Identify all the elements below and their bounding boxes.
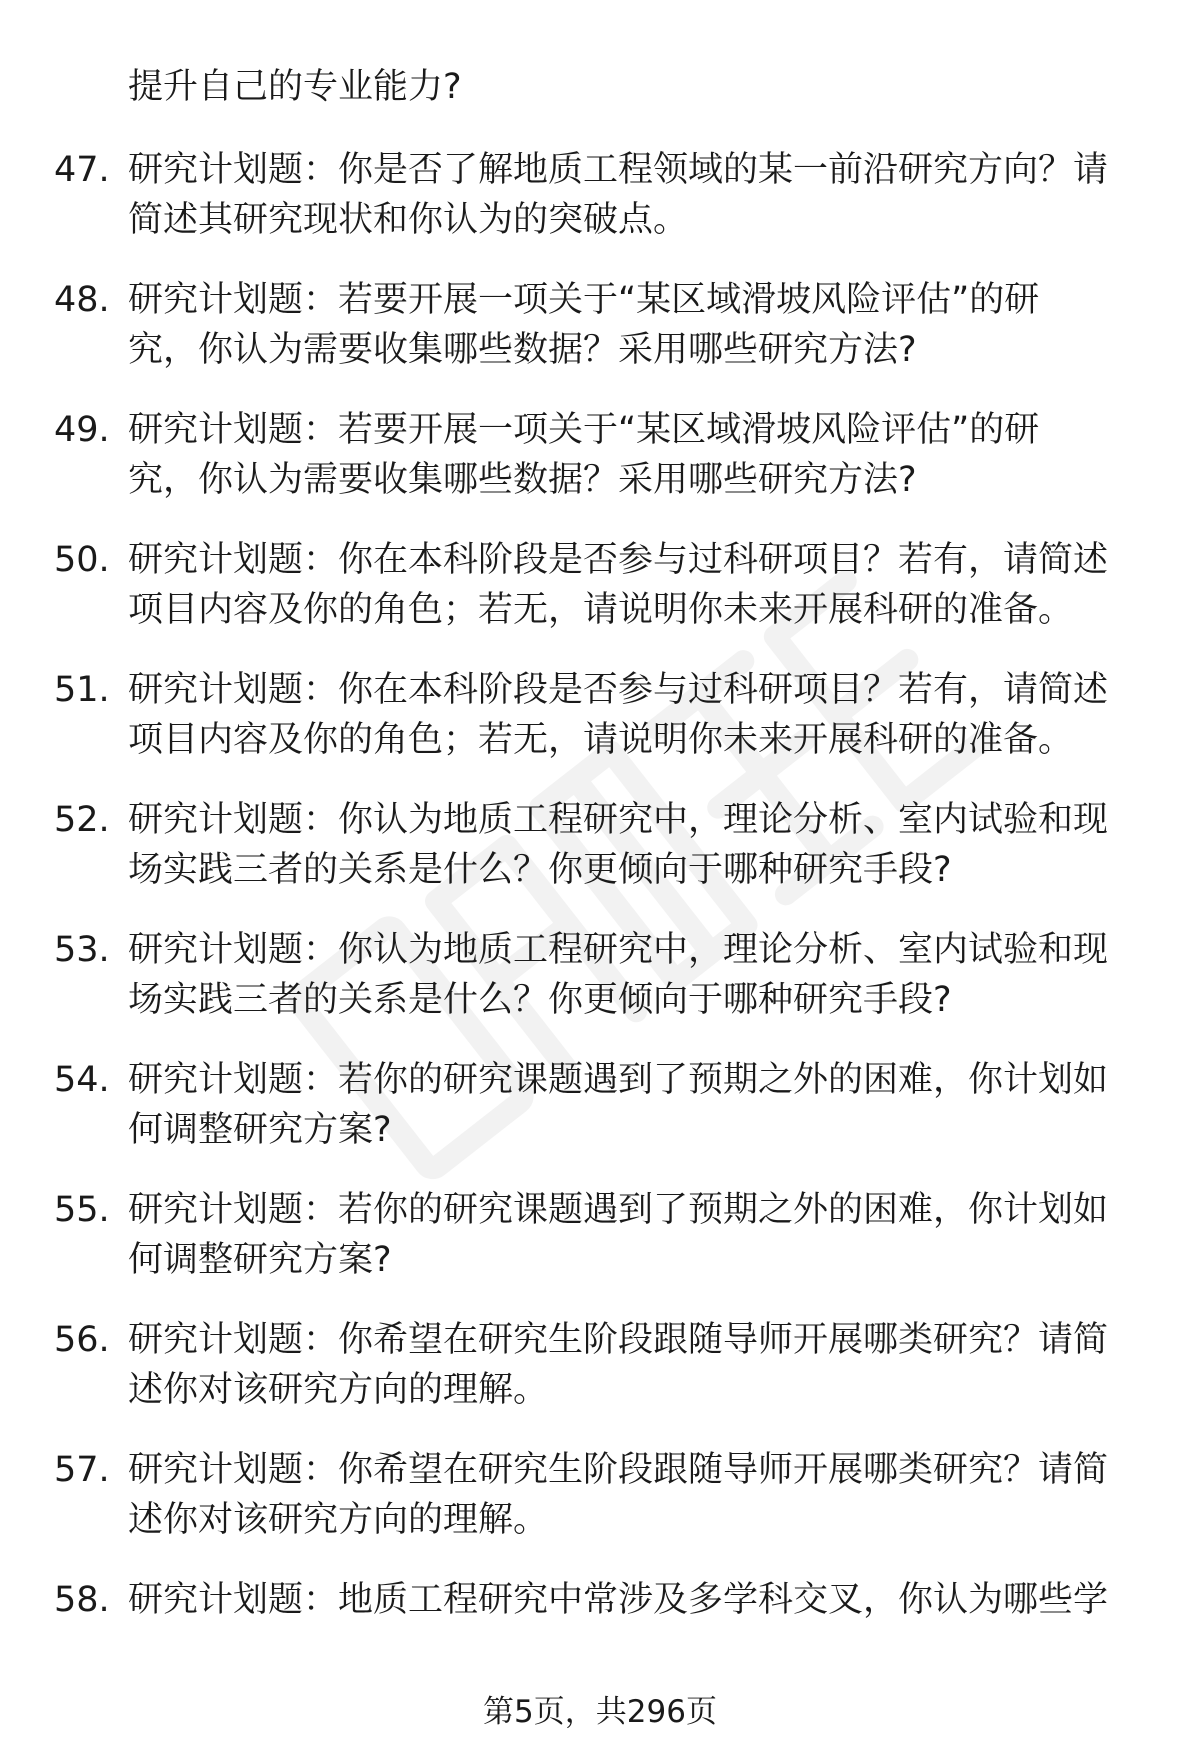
question-text-line: 研究计划题：你希望在研究生阶段跟随导师开展哪类研究？请简 bbox=[128, 1320, 1109, 1360]
question-text bbox=[128, 145, 1138, 245]
question-number: 49. bbox=[54, 410, 110, 450]
question-text-line: 项目内容及你的角色；若无，请说明你未来开展科研的准备。 bbox=[128, 590, 1074, 630]
question-text-line: 述你对该研究方向的理解。 bbox=[128, 1500, 549, 1540]
question-text bbox=[128, 1185, 1138, 1285]
question-item bbox=[0, 1575, 1200, 1705]
question-text-line: 场实践三者的关系是什么？你更倾向于哪种研究手段? bbox=[128, 980, 952, 1020]
question-text bbox=[128, 405, 1138, 505]
question-text-line: 研究计划题：若要开展一项关于“某区域滑坡风险评估”的研 bbox=[128, 410, 1040, 450]
question-text-line: 研究计划题：你是否了解地质工程领域的某一前沿研究方向？请 bbox=[128, 150, 1109, 190]
question-text-line: 研究计划题：若你的研究课题遇到了预期之外的困难，你计划如 bbox=[128, 1060, 1109, 1100]
question-text bbox=[128, 1055, 1138, 1155]
question-text bbox=[128, 1575, 1138, 1625]
question-text-line: 研究计划题：你在本科阶段是否参与过科研项目？若有，请简述 bbox=[128, 540, 1109, 580]
question-item bbox=[0, 795, 1200, 925]
question-text-line: 简述其研究现状和你认为的突破点。 bbox=[128, 200, 689, 240]
question-item bbox=[0, 535, 1200, 665]
question-number: 56. bbox=[54, 1320, 110, 1360]
question-text bbox=[128, 925, 1138, 1025]
question-number: 50. bbox=[54, 540, 110, 580]
question-text bbox=[128, 795, 1138, 895]
question-text-line: 研究计划题：地质工程研究中常涉及多学科交叉，你认为哪些学 bbox=[128, 1580, 1109, 1620]
question-item bbox=[0, 665, 1200, 795]
question-text-line: 述你对该研究方向的理解。 bbox=[128, 1370, 549, 1410]
question-text-line: 研究计划题：你认为地质工程研究中，理论分析、室内试验和现 bbox=[128, 930, 1109, 970]
question-number: 55. bbox=[54, 1190, 110, 1230]
question-text bbox=[128, 1315, 1138, 1415]
question-text-line: 研究计划题：你希望在研究生阶段跟随导师开展哪类研究？请简 bbox=[128, 1450, 1109, 1490]
question-item bbox=[0, 145, 1200, 275]
question-text-line: 研究计划题：你认为地质工程研究中，理论分析、室内试验和现 bbox=[128, 800, 1109, 840]
question-text-line: 究，你认为需要收集哪些数据？采用哪些研究方法? bbox=[128, 330, 917, 370]
question-item bbox=[0, 925, 1200, 1055]
question-text bbox=[128, 1445, 1138, 1545]
question-number: 47. bbox=[54, 150, 110, 190]
question-item bbox=[0, 1445, 1200, 1575]
question-item bbox=[0, 275, 1200, 405]
continuation-text: 提升自己的专业能力? bbox=[128, 67, 462, 107]
question-number: 52. bbox=[54, 800, 110, 840]
question-number: 57. bbox=[54, 1450, 110, 1490]
question-text bbox=[128, 275, 1138, 375]
question-text-line: 研究计划题：若要开展一项关于“某区域滑坡风险评估”的研 bbox=[128, 280, 1040, 320]
question-number: 53. bbox=[54, 930, 110, 970]
question-text-line: 研究计划题：你在本科阶段是否参与过科研项目？若有，请简述 bbox=[128, 670, 1109, 710]
question-item bbox=[0, 1185, 1200, 1315]
question-text bbox=[128, 665, 1138, 765]
question-list bbox=[0, 145, 1200, 1705]
question-number: 51. bbox=[54, 670, 110, 710]
question-text-line: 何调整研究方案? bbox=[128, 1240, 392, 1280]
question-item bbox=[0, 1055, 1200, 1185]
question-text-line: 何调整研究方案? bbox=[128, 1110, 392, 1150]
question-number: 58. bbox=[54, 1580, 110, 1620]
page-number-footer: 第5页，共296页 bbox=[483, 1694, 717, 1730]
question-text-line: 项目内容及你的角色；若无，请说明你未来开展科研的准备。 bbox=[128, 720, 1074, 760]
question-number: 48. bbox=[54, 280, 110, 320]
question-text-line: 研究计划题：若你的研究课题遇到了预期之外的困难，你计划如 bbox=[128, 1190, 1109, 1230]
question-item bbox=[0, 1315, 1200, 1445]
question-text bbox=[128, 535, 1138, 635]
question-text-line: 场实践三者的关系是什么？你更倾向于哪种研究手段? bbox=[128, 850, 952, 890]
question-text-line: 究，你认为需要收集哪些数据？采用哪些研究方法? bbox=[128, 460, 917, 500]
question-number: 54. bbox=[54, 1060, 110, 1100]
question-item bbox=[0, 405, 1200, 535]
